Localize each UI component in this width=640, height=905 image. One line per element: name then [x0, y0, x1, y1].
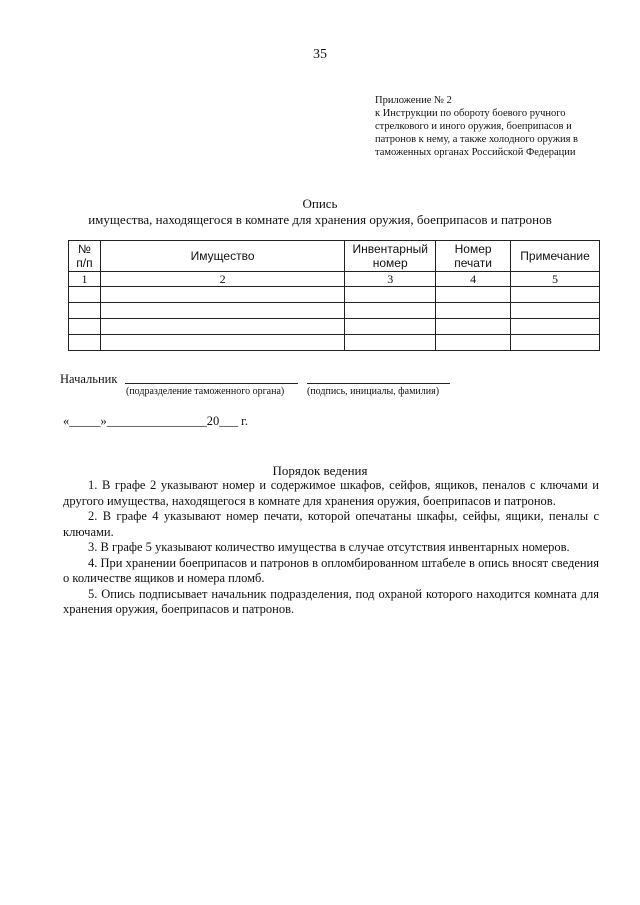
- department-line: [125, 369, 298, 384]
- column-number: 3: [345, 272, 436, 287]
- procedure-title: Порядок ведения: [272, 463, 368, 478]
- table-header-row: [69, 241, 600, 272]
- department-caption: (подразделение таможенного органа): [126, 386, 285, 397]
- table-row: [69, 287, 600, 303]
- date-line: «_____»________________20___ г.: [63, 414, 248, 428]
- table-row: [69, 303, 600, 319]
- procedure-list: [63, 478, 599, 618]
- header-note: Примечание: [511, 241, 600, 272]
- appendix-line: патронов к нему, а также холодного оружия в: [375, 134, 578, 145]
- column-number-row: [69, 272, 600, 287]
- procedure-item: 1. В графе 2 указывают номер и содержимое шкафов, сейфов, ящиков, пеналов с ключами и другого имущества, находящегося в комнате для хранения оружия, боеприпасов и патронов.: [63, 478, 599, 508]
- header-number: № п/п: [69, 241, 101, 272]
- inventory-table: [68, 240, 600, 351]
- page-number: 35: [313, 47, 327, 62]
- table-row: [69, 319, 600, 335]
- procedure-item: 3. В графе 5 указывают количество имущества в случае отсутствия инвентарных номеров.: [88, 540, 570, 554]
- chief-label: Начальник: [60, 372, 118, 386]
- procedure-item: 2. В графе 4 указывают номер печати, которой опечатаны шкафы, сейфы, ящики, пеналы с ключами.: [63, 509, 599, 539]
- column-number: 2: [100, 272, 344, 287]
- signature-line: [307, 369, 450, 384]
- column-number: 5: [511, 272, 600, 287]
- signature-caption: (подпись, инициалы, фамилия): [307, 386, 440, 397]
- document-title: [0, 196, 640, 228]
- appendix-note: [375, 94, 615, 159]
- title-line-1: Опись: [302, 196, 338, 211]
- column-number: 4: [436, 272, 511, 287]
- header-property: Имущество: [100, 241, 344, 272]
- title-line-2: имущества, находящегося в комнате для хранения оружия, боеприпасов и патронов: [88, 212, 552, 227]
- procedure-item: 5. Опись подписывает начальник подразделения, под охраной которого находится комната для хранения оружия, боеприпасов и патронов.: [63, 586, 599, 616]
- table-row: [69, 335, 600, 351]
- appendix-line: к Инструкции по обороту боевого ручного: [375, 108, 566, 119]
- appendix-line: Приложение № 2: [375, 95, 452, 106]
- header-inventory-number: Инвентарный номер: [345, 241, 436, 272]
- appendix-line: стрелкового и иного оружия, боеприпасов и: [375, 121, 572, 132]
- procedure-item: 4. При хранении боеприпасов и патронов в опломбированном штабеле в опись вносят сведения о количестве ящиков и номера пломб.: [63, 555, 599, 585]
- header-seal-number: Номер печати: [436, 241, 511, 272]
- appendix-line: таможенных органах Российской Федерации: [375, 147, 576, 158]
- column-number: 1: [69, 272, 101, 287]
